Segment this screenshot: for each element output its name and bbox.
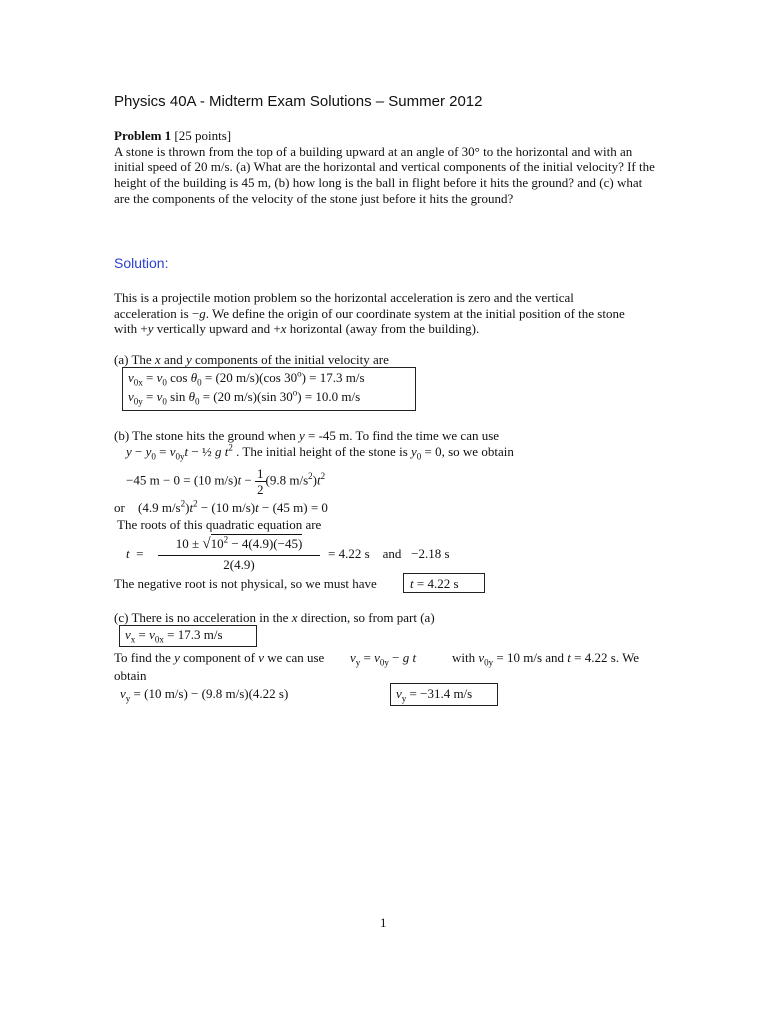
quadratic-equation: [138, 500, 328, 516]
eq4-c: − (10 m/s): [197, 500, 256, 515]
answer-val: = 4.22 s: [413, 576, 459, 591]
eq4-t: t: [189, 500, 194, 515]
note-y: y: [411, 444, 417, 459]
eq5-lhs: t: [126, 546, 130, 561]
negative-root-text: The negative root is not physical, so we must have: [114, 576, 377, 591]
eq9-b: = −31.4 m/s: [406, 686, 473, 701]
eq2-mid: =: [146, 389, 157, 404]
eq3-t2: t: [317, 472, 321, 488]
eq3-rest-sup: 2: [308, 471, 313, 482]
fraction-bar: [158, 555, 320, 556]
part-b-y: y: [298, 428, 305, 443]
eq1-end: ) = 17.3 m/s: [301, 370, 365, 385]
roots-text: The roots of this quadratic equation are: [117, 517, 322, 532]
problem-text: A stone is thrown from the top of a building upward at an angle of 30° to the horizontal and with an initial speed of 20 m/s. (a) What are the horizontal and vertical components of the initial velocity? If the height of the building is 45 m, (b) how long is the ball in flight before it hits the ground? and (c) what are the components of the velocity of the stone just before it hits the ground?: [114, 143, 655, 206]
eq7-e: g t: [402, 650, 417, 665]
eq4-t-sup: 2: [193, 498, 198, 509]
kin-half: − ½: [188, 444, 215, 459]
eq5-num-sqrt: 10: [210, 536, 224, 551]
eq2-theta: θ: [188, 389, 195, 404]
eq4-b: ): [185, 500, 190, 515]
eq7-a-sub: y: [355, 657, 361, 668]
intro-text-3: vertically upward and +: [153, 321, 281, 337]
eq5-num-a: 10 ±: [175, 536, 203, 551]
kin-equals: =: [155, 444, 170, 459]
eq1-rest: = (20 m/s)(cos 30: [201, 370, 298, 385]
eq9-a: v: [396, 686, 402, 701]
part-c-t-var: t: [567, 650, 571, 665]
intro-var-g: g: [199, 305, 206, 321]
intro-text-4: horizontal (away from the building).: [286, 321, 480, 337]
eq1-deg: o: [297, 368, 302, 379]
eq7-c-sub: 0y: [379, 657, 389, 668]
part-c-t4: component of: [179, 650, 259, 665]
eq2-fn: sin: [166, 389, 186, 404]
part-c-with-v: v: [478, 650, 485, 665]
eq1-lhs: v: [128, 370, 134, 385]
part-c-text: [114, 610, 435, 626]
eq3-rest-end: ): [312, 472, 317, 488]
eq1-rhs: v: [156, 370, 163, 385]
note-sub: 0: [416, 451, 422, 462]
eq4-a: (4.9 m/s: [138, 500, 181, 515]
equation-vy-general: [350, 650, 416, 666]
kin-v-sub: 0y: [175, 451, 185, 462]
part-c-method-text: [114, 650, 324, 666]
part-c-y: y: [174, 650, 180, 665]
part-b-text: [114, 428, 499, 444]
eq6-a-sub: x: [130, 634, 136, 645]
part-c-v: v: [258, 650, 265, 665]
part-b-answer: [410, 576, 459, 592]
eq4-a-sup: 2: [180, 498, 186, 509]
eq1-theta-sub: 0: [197, 377, 202, 388]
kin-gt: g t: [215, 444, 229, 459]
eq2-rhs: v: [156, 389, 163, 404]
kin-y0-sub: 0: [151, 451, 156, 462]
eq6-b: =: [135, 627, 150, 642]
frac-den: 2: [257, 482, 264, 497]
eq9-a-sub: y: [401, 693, 407, 704]
sqrt-icon: √: [202, 536, 211, 552]
eq2-rest: = (20 m/s)(sin 30: [199, 389, 293, 404]
part-c-t7: = 10 m/s and: [493, 650, 568, 665]
part-a-t3: components of the initial velocity are: [191, 352, 389, 367]
solution-intro: [114, 290, 634, 337]
eq7-d: −: [388, 650, 403, 665]
part-b-t1: (b) The stone hits the ground when: [114, 428, 299, 443]
problem-statement: [114, 128, 659, 207]
intro-text-1: This is a projectile motion problem so the horizontal acceleration is zero and the vertical acceleration is −: [114, 290, 574, 321]
fraction-half: [255, 466, 266, 497]
eq3-t2-sup: 2: [320, 471, 326, 482]
quadratic-formula-lhs: [126, 546, 143, 562]
eq1-lhs-sub: 0x: [133, 377, 143, 388]
eq7-b: =: [360, 650, 375, 665]
eq1-mid: =: [146, 370, 157, 385]
solution-heading: Solution:: [114, 255, 169, 271]
problem-label: Problem 1: [114, 128, 172, 143]
sqrt-radicand: [211, 534, 303, 551]
eq5-and: and: [382, 546, 402, 561]
problem-points: [25 points]: [174, 128, 232, 143]
eq7-a: v: [350, 650, 356, 665]
kin-minus: −: [131, 444, 146, 459]
part-a-y: y: [185, 352, 192, 367]
kin-gt-sup: 2: [228, 442, 233, 453]
part-a-x: x: [154, 352, 161, 367]
part-c-obtain: obtain: [114, 668, 147, 683]
kin-t: t: [184, 444, 189, 459]
part-c-t6: with: [452, 650, 479, 665]
eq2-end: ) = 10.0 m/s: [297, 389, 361, 404]
eq8-a: v: [120, 686, 126, 701]
eq8-a-sub: y: [125, 693, 131, 704]
part-c-t5: we can use: [264, 650, 325, 665]
eq2-deg: o: [292, 387, 298, 398]
answer-t: t: [410, 576, 414, 591]
note-t2: = 0, so we obtain: [421, 444, 514, 459]
eq3-rest: (9.8 m/s: [265, 472, 309, 488]
eq7-c: v: [374, 650, 380, 665]
page-number: 1: [380, 915, 387, 930]
kin-y: y: [126, 444, 132, 459]
part-c-t8: = 4.22 s. We: [570, 650, 640, 665]
part-c-given-values: [452, 650, 639, 666]
page-title: Physics 40A - Midterm Exam Solutions – Summer 2012: [114, 93, 483, 110]
or-label: or: [114, 500, 125, 515]
eq6-c: v: [149, 627, 155, 642]
part-b-t2: = -45 m. To find the time we can use: [304, 428, 500, 443]
eq2-lhs: v: [128, 389, 134, 404]
eq3-left: −45 m − 0 = (10 m/s): [126, 472, 238, 488]
eq1-theta: θ: [190, 370, 198, 385]
eq5-res2: −2.18 s: [411, 546, 450, 561]
frac-num: 1: [257, 466, 264, 481]
part-a-t2: and: [160, 352, 186, 367]
equation-v0y: [128, 389, 360, 405]
eq6-c-sub: 0x: [154, 634, 164, 645]
quadratic-numerator: [158, 536, 320, 553]
eq4-t2: t: [255, 500, 259, 515]
part-a-t1: (a) The: [114, 352, 155, 367]
part-c-t1: (c) There is no acceleration in the: [114, 610, 292, 625]
kinematic-equation: [126, 444, 514, 460]
part-a-text: [114, 352, 389, 368]
eq4-d: − (45 m) = 0: [258, 500, 328, 515]
equation-vy-substituted: [120, 686, 288, 702]
eq6-a: v: [125, 627, 131, 642]
note-t1: . The initial height of the stone is: [236, 444, 411, 459]
eq8-b: = (10 m/s) − (9.8 m/s)(4.22 s): [130, 686, 289, 701]
intro-var-x: x: [280, 321, 287, 337]
equation-vx: [125, 627, 223, 643]
eq3-minus: −: [241, 472, 256, 488]
kin-y0: y: [145, 444, 152, 459]
kin-v: v: [169, 444, 176, 459]
part-c-with-sub: 0y: [484, 657, 494, 668]
quadratic-denominator: 2(4.9): [223, 557, 255, 572]
eq5-res: = 4.22 s: [328, 546, 370, 561]
equation-motion-substituted: [126, 466, 325, 497]
eq5-num-b: − 4(4.9)(−45): [228, 536, 303, 551]
equation-v0x: [128, 370, 365, 386]
eq3-t: t: [237, 472, 242, 488]
eq1-fn: cos: [166, 370, 188, 385]
eq2-lhs-sub: 0y: [133, 396, 143, 407]
eq2-theta-sub: 0: [194, 396, 200, 407]
eq6-d: = 17.3 m/s: [163, 627, 223, 642]
intro-text-2: . We define the origin of our coordinate system at the initial position of the stone with +: [114, 305, 625, 337]
eq1-rhs-sub: 0: [162, 377, 167, 388]
eq5-eq: =: [136, 546, 144, 561]
part-c-t3: To find the: [114, 650, 175, 665]
eq5-num-sqrt-sup: 2: [223, 534, 229, 545]
equation-vy-result: [396, 686, 472, 702]
part-c-t2: direction, so from part (a): [297, 610, 435, 625]
quadratic-results: [328, 546, 450, 562]
intro-var-y: y: [147, 321, 154, 337]
eq2-rhs-sub: 0: [162, 396, 167, 407]
part-c-x: x: [291, 610, 298, 625]
